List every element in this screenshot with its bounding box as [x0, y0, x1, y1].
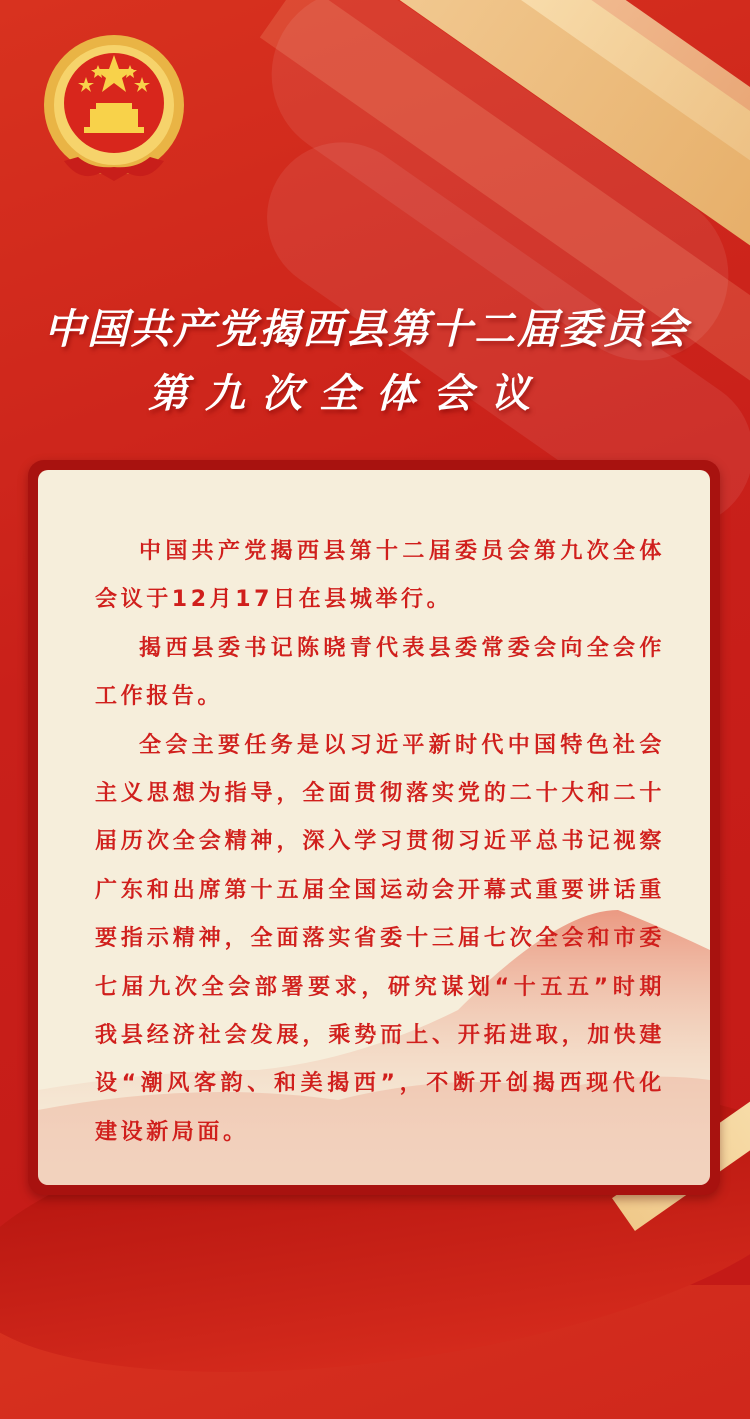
page-title: 中国共产党揭西县第十二届委员会	[44, 305, 689, 353]
page-subtitle: 第九次全体会议	[148, 371, 547, 417]
paragraph: 中国共产党揭西县第十二届委员会第九次全体会议于12月17日在县城举行。	[95, 539, 665, 613]
paragraph: 全会主要任务是以习近平新时代中国特色社会主义思想为指导，全面贯彻落实党的二十大和二十届历次全会精神，深入学习贯彻习近平总书记视察广东和出席第十五届全国运动会开幕式重要讲话重要指示精神，全面落实省委十三届七次全会和市委七届九次全会部署要求，研究谋划“十五五”时期我县经济社会发展，乘势而上、开拓进取，加快建设“潮风客韵、和美揭西”，不断开创揭西现代化建设新局面。	[95, 732, 665, 1145]
content-card	[28, 460, 720, 1195]
paragraph: 揭西县委书记陈晓青代表县委常委会向全会作工作报告。	[95, 635, 665, 710]
national-emblem-icon	[40, 33, 188, 188]
article-body	[95, 528, 665, 1157]
